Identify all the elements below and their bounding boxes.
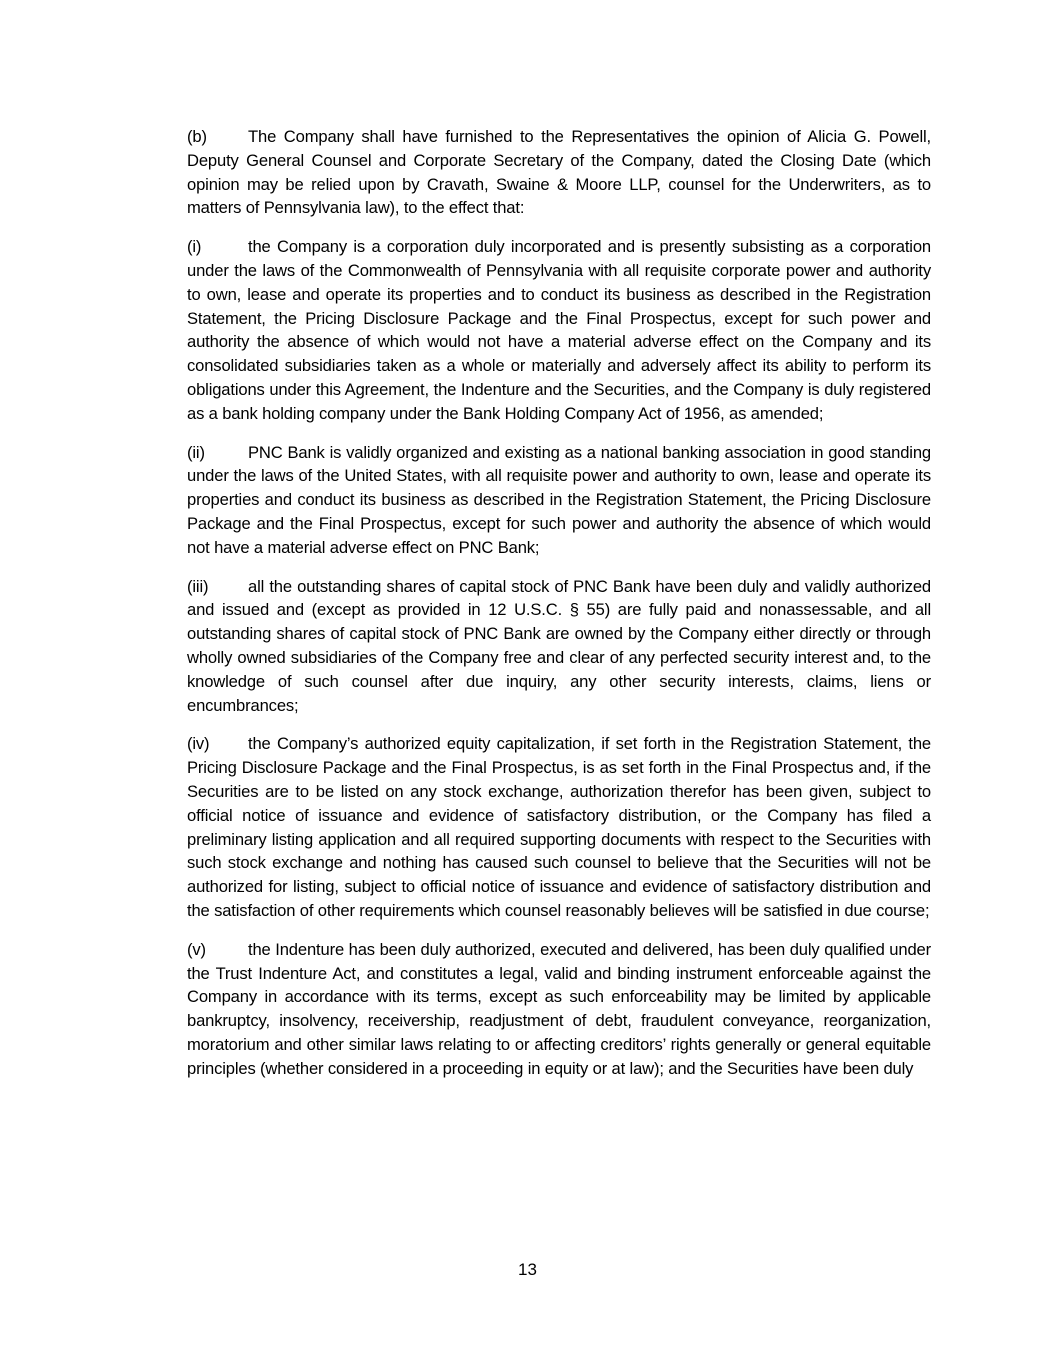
paragraph-label: (i): [187, 237, 202, 257]
page-number: 13: [518, 1260, 537, 1279]
paragraph-i: [187, 235, 931, 425]
paragraph-text: the Company’s authorized equity capitalization, if set forth in the Registration Statement, the Pricing Disclosure Package and the Final Prospectus, is as set forth in the Final Prospectus and, if the Securities are to be listed on any stock exchange, authorization therefor has been given, subject to official notice of issuance and evidence of satisfactory distribution, or the Company has filed a preliminary listing application and all required supporting documents with respect to the Securities with such stock exchange and nothing has caused such counsel to believe that the Securities will not be authorized for listing, subject to official notice of issuance and evidence of satisfactory distribution and the satisfaction of other requirements which counsel reasonably believes will be satisfied in due course;: [187, 734, 931, 920]
paragraph-label: (iii): [187, 576, 209, 596]
paragraph-text: all the outstanding shares of capital stock of PNC Bank have been duly and validly authorized and issued and (except as provided in 12 U.S.C. § 55) are fully paid and nonassessable, and all outstanding shares of capital stock of PNC Bank are owned by the Company either directly or through wholly owned subsidiaries of the Company free and clear of any perfected security interest and, to the knowledge of such counsel after due inquiry, any other security interests, claims, liens or encumbrances;: [187, 576, 931, 715]
paragraph-iii: [187, 575, 931, 718]
paragraph-label: (ii): [187, 442, 205, 462]
paragraph-b: [187, 125, 931, 220]
paragraph-label: (iv): [187, 734, 210, 754]
paragraph-text: The Company shall have furnished to the Representatives the opinion of Alicia G. Powell, Deputy General Counsel and Corporate Secretary of the Company, dated the Closing Date (which opinion may be relied upon by Cravath, Swaine & Moore LLP, counsel for the Underwriters, as to matters of Pennsylvania law), to the effect that:: [187, 127, 931, 218]
paragraph-iv: [187, 732, 931, 922]
paragraph-v: [187, 938, 931, 1081]
paragraph-label: (v): [187, 939, 206, 959]
paragraph-text: the Indenture has been duly authorized, executed and delivered, has been duly qualified under the Trust Indenture Act, and constitutes a legal, valid and binding instrument enforceable against the Company in accordance with its terms, except as such enforceability may be limited by applicable bankruptcy, insolvency, receivership, readjustment of debt, fraudulent conveyance, reorganization, moratorium and other similar laws relating to or affecting creditors’ rights generally or general equitable principles (whether considered in a proceeding in equity or at law); and the Securities have been duly: [187, 939, 931, 1078]
paragraph-text: PNC Bank is validly organized and existing as a national banking association in good standing under the laws of the United States, with all requisite power and authority to own, lease and operate its properties and conduct its business as described in the Registration Statement, the Pricing Disclosure Package and the Final Prospectus, except for such power and authority the absence of which would not have a material adverse effect on PNC Bank;: [187, 442, 931, 557]
paragraph-ii: [187, 441, 931, 560]
paragraph-label: (b): [187, 127, 207, 146]
paragraph-text: the Company is a corporation duly incorporated and is presently subsisting as a corporation under the laws of the Commonwealth of Pennsylvania with all requisite corporate power and authority to own, lease and operate its properties and to conduct its business as described in the Registration Statement, the Pricing Disclosure Package and the Final Prospectus, except for such power and authority the absence of which would not have a material adverse effect on the Company and its consolidated subsidiaries taken as a whole or materially and adversely affect its ability to perform its obligations under this Agreement, the Indenture and the Securities, and the Company is duly registered as a bank holding company under the Bank Holding Company Act of 1956, as amended;: [187, 237, 931, 423]
document-body: [187, 125, 931, 1095]
